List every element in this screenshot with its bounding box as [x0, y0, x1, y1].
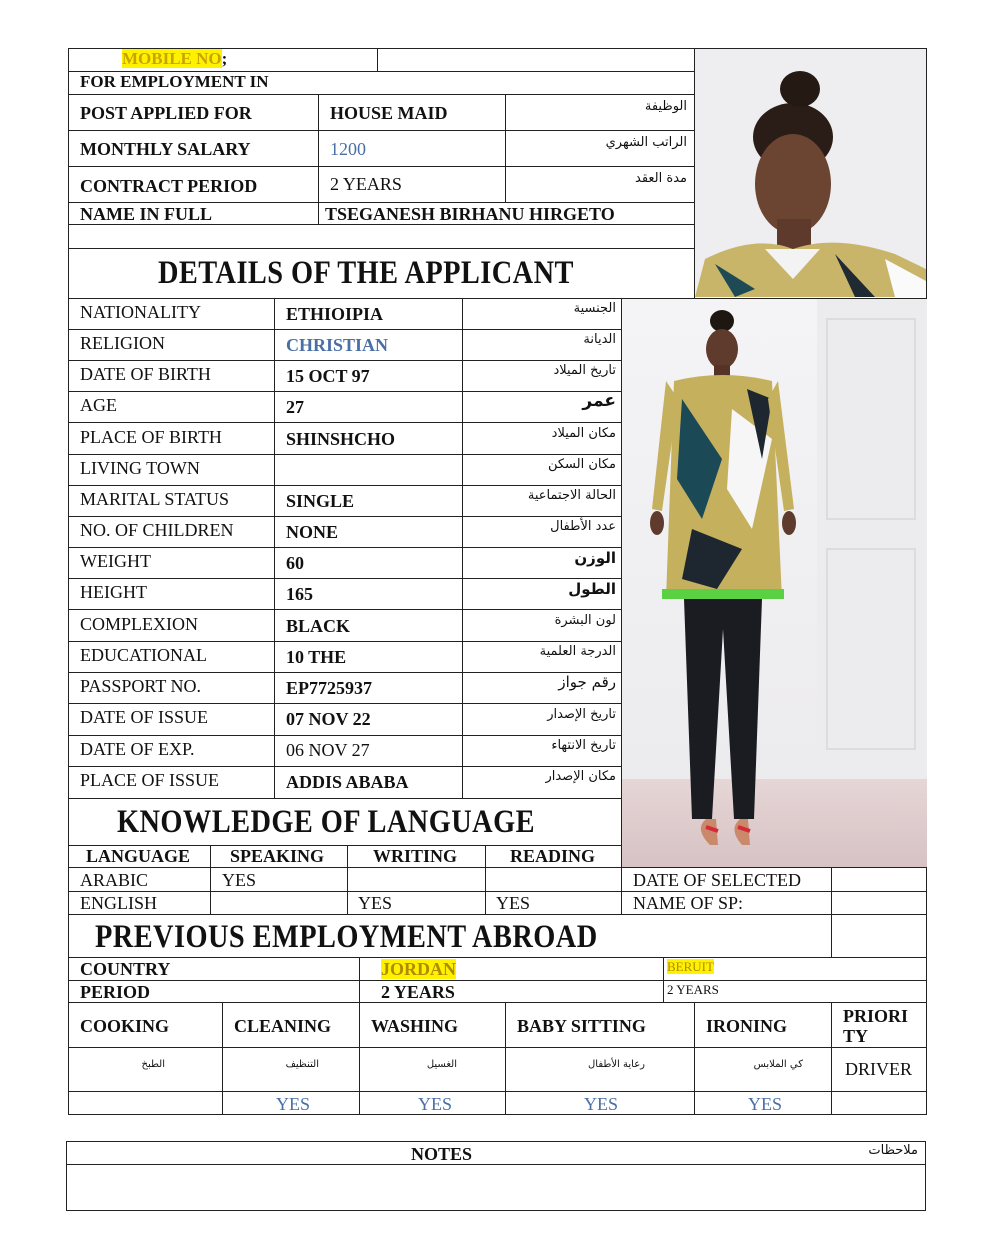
children-arabic: عدد الأطفال [550, 519, 616, 534]
previous-title: PREVIOUS EMPLOYMENT ABROAD [95, 919, 598, 955]
skill-value-cleaning: YES [276, 1094, 311, 1114]
contract-label: CONTRACT PERIOD [80, 176, 258, 196]
marital-label: MARITAL STATUS [80, 489, 229, 509]
skill-header-priority: PRIORI TY [843, 1006, 909, 1046]
skill-header-baby-sitting: BABY SITTING [517, 1016, 646, 1036]
skill-arabic-cooking: الطبخ [141, 1059, 165, 1070]
education-label: EDUCATIONAL [80, 645, 207, 665]
country-label: COUNTRY [80, 959, 171, 979]
salary-label: MONTHLY SALARY [80, 139, 251, 159]
weight-arabic: الوزن [574, 549, 616, 567]
notes-box [66, 1141, 926, 1211]
name-value: TSEGANESH BIRHANU HIRGETO [325, 204, 615, 224]
portrait-photo [695, 49, 926, 297]
place-issue-arabic: مكان الإصدار [545, 769, 616, 784]
contract-arabic: مدة العقد [635, 171, 687, 186]
period-label: PERIOD [80, 982, 151, 1002]
passport-arabic: رقم جواز [558, 673, 616, 691]
complexion-arabic: لون البشرة [554, 613, 616, 628]
period-value: 2 YEARS [381, 982, 455, 1002]
lang-arabic-speaking: YES [222, 870, 257, 890]
place-issue-value: ADDIS ABABA [286, 772, 409, 792]
skill-arabic-ironing: كي الملابس [753, 1059, 803, 1070]
education-value: 10 THE [286, 647, 347, 667]
skill-header-ironing: IRONING [706, 1016, 788, 1036]
lang-header-speaking: SPEAKING [230, 846, 325, 866]
salary-arabic: الراتب الشهري [605, 135, 687, 150]
children-label: NO. OF CHILDREN [80, 520, 234, 540]
children-value: NONE [286, 522, 339, 542]
skill-value-baby-sitting: YES [584, 1094, 619, 1114]
marital-value: SINGLE [286, 491, 355, 511]
language-title: KNOWLEDGE OF LANGUAGE [117, 804, 535, 840]
date-selected-label: DATE OF SELECTED [633, 870, 801, 890]
dob-label: DATE OF BIRTH [80, 364, 211, 384]
passport-value: EP7725937 [286, 678, 373, 698]
issue-date-arabic: تاريخ الإصدار [547, 707, 616, 722]
age-arabic: عمر [582, 391, 616, 411]
skill-value-washing: YES [418, 1094, 453, 1114]
pob-arabic: مكان الميلاد [551, 426, 616, 441]
religion-value: CHRISTIAN [286, 335, 389, 355]
post-arabic: الوظيفة [644, 99, 687, 114]
lang-english-reading: YES [496, 893, 531, 913]
notes-label: NOTES [411, 1144, 473, 1164]
complexion-value: BLACK [286, 616, 351, 636]
period2-value: 2 YEARS [667, 982, 719, 997]
employment-label: FOR EMPLOYMENT IN [80, 72, 269, 91]
nationality-label: NATIONALITY [80, 302, 201, 322]
lang-header-reading: READING [510, 846, 596, 866]
country-value: JORDAN [381, 959, 456, 979]
skill-header-washing: WASHING [371, 1016, 459, 1036]
country2-value: BERUIT [667, 959, 714, 974]
age-label: AGE [80, 395, 117, 415]
dob-arabic: تاريخ الميلاد [553, 363, 616, 378]
dob-value: 15 OCT 97 [286, 366, 370, 386]
post-label: POST APPLIED FOR [80, 103, 252, 123]
place-issue-label: PLACE OF ISSUE [80, 770, 220, 790]
notes-arabic-label: ملاحظات [868, 1143, 918, 1158]
lang-header-writing: WRITING [373, 846, 458, 866]
post-value: HOUSE MAID [330, 103, 448, 123]
education-arabic: الدرجة العلمية [539, 644, 616, 659]
full-body-photo [622, 299, 927, 867]
height-value: 165 [286, 584, 313, 604]
contract-value: 2 YEARS [330, 174, 402, 194]
height-label: HEIGHT [80, 582, 147, 602]
mobile-label: MOBILE NO; [122, 49, 228, 68]
lang-english-label: ENGLISH [80, 893, 157, 913]
nationality-value: ETHIOIPIA [286, 304, 384, 324]
skill-arabic-cleaning: التنظيف [285, 1059, 319, 1070]
salary-value: 1200 [330, 139, 366, 159]
marital-arabic: الحالة الاجتماعية [527, 488, 616, 503]
skill-value-ironing: YES [748, 1094, 783, 1114]
complexion-label: COMPLEXION [80, 614, 199, 634]
passport-label: PASSPORT NO. [80, 676, 201, 696]
skill-arabic-washing: الغسيل [426, 1059, 457, 1070]
height-arabic: الطول [568, 580, 616, 598]
religion-label: RELIGION [80, 333, 165, 353]
living-town-label: LIVING TOWN [80, 458, 200, 478]
skill-arabic-baby-sitting: رعاية الأطفال [588, 1059, 645, 1070]
exp-date-value: 06 NOV 27 [286, 740, 370, 760]
pob-label: PLACE OF BIRTH [80, 427, 222, 447]
pob-value: SHINSHCHO [286, 429, 396, 449]
living-town-arabic: مكان السكن [547, 457, 616, 472]
age-value: 27 [286, 397, 304, 417]
sp-name-label: NAME OF SP: [633, 893, 744, 913]
exp-date-arabic: تاريخ الانتهاء [551, 738, 616, 753]
issue-date-label: DATE OF ISSUE [80, 707, 209, 727]
lang-english-writing: YES [358, 893, 393, 913]
weight-value: 60 [286, 553, 304, 573]
religion-arabic: الديانة [583, 332, 616, 347]
skill-header-cleaning: CLEANING [234, 1016, 332, 1036]
weight-label: WEIGHT [80, 551, 151, 571]
name-label: NAME IN FULL [80, 204, 213, 224]
skill-header-cooking: COOKING [80, 1016, 170, 1036]
issue-date-value: 07 NOV 22 [286, 709, 371, 729]
details-title: DETAILS OF THE APPLICANT [158, 255, 574, 291]
lang-header-language: LANGUAGE [86, 846, 191, 866]
exp-date-label: DATE OF EXP. [80, 739, 195, 759]
lang-arabic-label: ARABIC [80, 870, 149, 890]
priority-value: DRIVER [845, 1059, 912, 1079]
nationality-arabic: الجنسية [573, 301, 616, 316]
